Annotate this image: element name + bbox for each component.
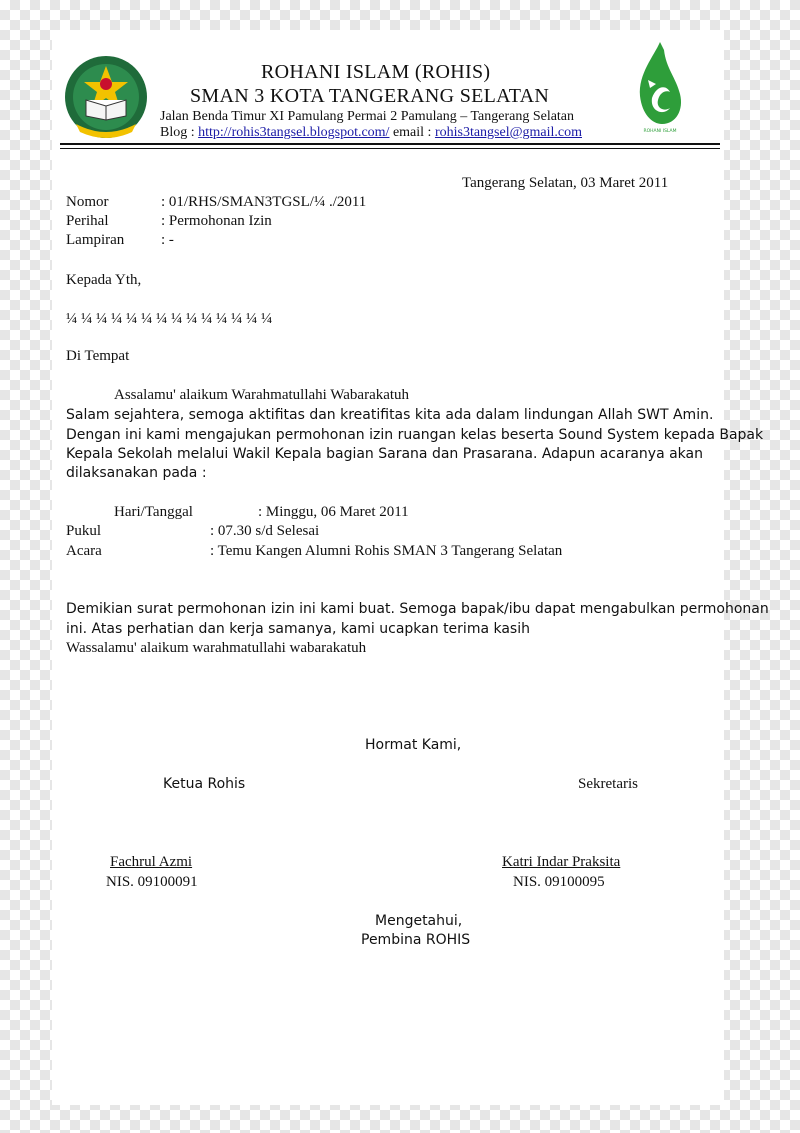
supervisor-label: Pembina ROHIS xyxy=(361,932,471,948)
meta-label-perihal: Perihal xyxy=(66,213,109,229)
meta-value-nomor: : 01/RHS/SMAN3TGSL/¼ ./2011 xyxy=(161,194,367,210)
header-rule-thin xyxy=(60,148,720,149)
regards: Hormat Kami, xyxy=(365,737,462,753)
blog-link[interactable]: http://rohis3tangsel.blogspot.com/ xyxy=(198,125,390,140)
salam-opening: Assalamu' alaikum Warahmatullahi Wabarakatuh xyxy=(114,387,410,403)
event-label-date: Hari/Tanggal xyxy=(114,504,193,520)
org-address: Jalan Benda Timur XI Pamulang Permai 2 Pamulang – Tangerang Selatan xyxy=(160,109,575,124)
closing-line: Demikian surat permohonan izin ini kami buat. Semoga bapak/ibu dapat mengabulkan permohonan xyxy=(66,601,769,617)
event-value-time: : 07.30 s/d Selesai xyxy=(210,523,320,539)
body-line: Kepala Sekolah melalui Wakil Kepala bagian Sarana dan Prasarana. Adapun acaranya akan xyxy=(66,446,703,462)
contact-line xyxy=(160,125,582,141)
meta-label-lampiran: Lampiran xyxy=(66,232,125,248)
closing-line: ini. Atas perhatian dan kerja samanya, kami ucapkan terima kasih xyxy=(66,621,530,637)
event-label-event: Acara xyxy=(66,543,102,559)
meta-value-perihal: : Permohonan Izin xyxy=(161,213,272,229)
body-line: dilaksanakan pada : xyxy=(66,465,207,481)
event-value-date: : Minggu, 06 Maret 2011 xyxy=(258,504,409,520)
date-place: Tangerang Selatan, 03 Maret 2011 xyxy=(462,175,669,191)
left-signatory-nis: NIS. 09100091 xyxy=(106,874,198,890)
blog-label: Blog : xyxy=(160,125,195,140)
body-line: Dengan ini kami mengajukan permohonan izin ruangan kelas beserta Sound System kepada Bapak xyxy=(66,427,764,443)
meta-label-nomor: Nomor xyxy=(66,194,109,210)
recipient-place: Di Tempat xyxy=(66,348,130,364)
left-signatory-name: Fachrul Azmi xyxy=(110,854,193,870)
recipient-name: ¼ ¼ ¼ ¼ ¼ ¼ ¼ ¼ ¼ ¼ ¼ ¼ ¼ ¼ xyxy=(66,311,273,327)
meta-value-lampiran: : - xyxy=(161,232,174,248)
org-name-line2: SMAN 3 KOTA TANGERANG SELATAN xyxy=(190,85,550,107)
right-signatory-nis: NIS. 09100095 xyxy=(513,874,605,890)
org-name-line1: ROHANI ISLAM (ROHIS) xyxy=(261,61,491,83)
email-label: email : xyxy=(392,125,432,140)
school-emblem-icon xyxy=(62,54,150,140)
email-link[interactable]: rohis3tangsel@gmail.com xyxy=(434,125,582,140)
right-signatory-name: Katri Indar Praksita xyxy=(502,854,621,870)
letter-page xyxy=(52,30,769,1105)
closing-salam: Wassalamu' alaikum warahmatullahi wabarakatuh xyxy=(66,640,367,656)
acknowledged-label: Mengetahui, xyxy=(375,913,463,929)
body-line: Salam sejahtera, semoga aktifitas dan kreatifitas kita ada dalam lindungan Allah SWT Amin. xyxy=(66,407,714,423)
right-signatory-role: Sekretaris xyxy=(578,776,638,792)
header-rule-thick xyxy=(60,143,720,145)
left-signatory-role: Ketua Rohis xyxy=(163,776,246,792)
event-label-time: Pukul xyxy=(66,523,102,539)
rohis-logo-text: ROHANI ISLAM xyxy=(643,129,677,134)
event-value-event: : Temu Kangen Alumni Rohis SMAN 3 Tangerang Selatan xyxy=(210,543,563,559)
recipient-greeting: Kepada Yth, xyxy=(66,272,142,288)
rohis-logo-icon xyxy=(630,38,690,134)
